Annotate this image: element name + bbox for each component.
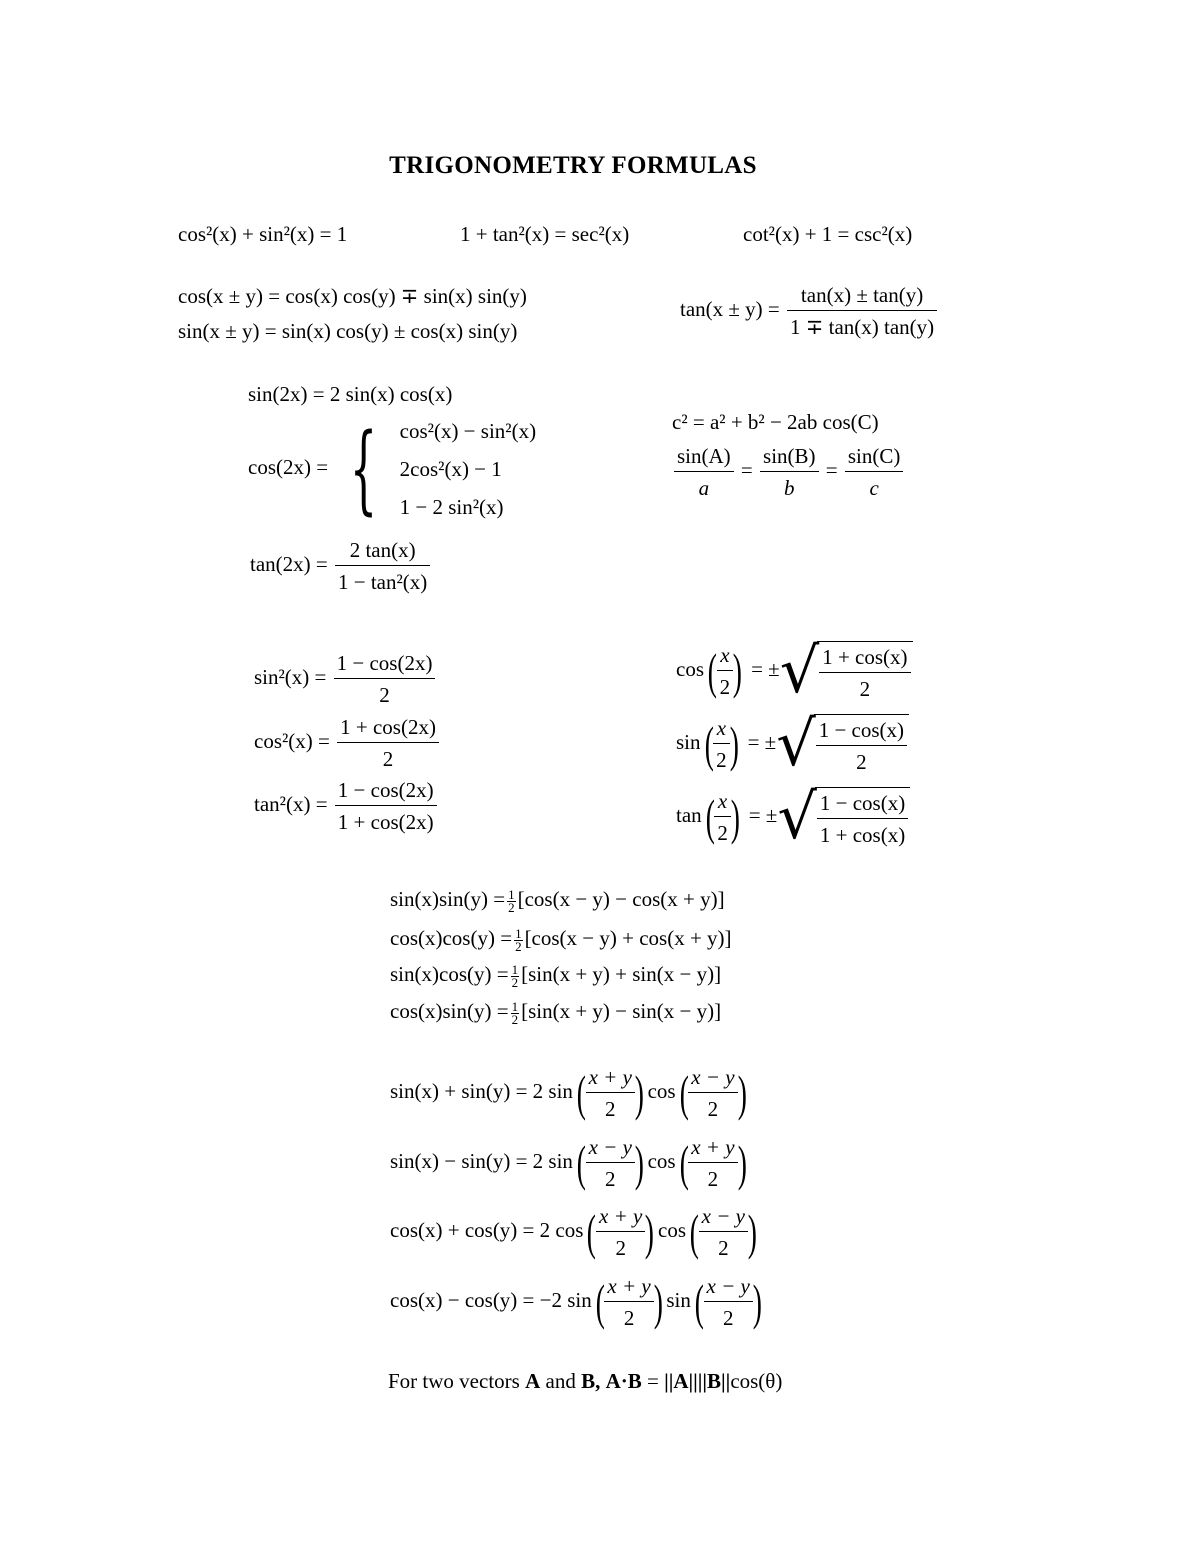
right-paren: ) xyxy=(732,643,743,699)
norm-a: ||A|| xyxy=(664,1369,698,1393)
function-name: cos xyxy=(647,1148,676,1173)
tan-double-numerator: 2 tan(x) xyxy=(335,537,430,566)
left-paren: ( xyxy=(576,1065,586,1121)
fraction-denominator: 1 + cos(x) xyxy=(819,822,906,847)
fraction-numerator: 1 − cos(2x) xyxy=(334,650,436,679)
product-lhs: cos(x)cos(y) = xyxy=(390,926,513,950)
fraction-denominator: 2 xyxy=(605,1167,616,1191)
fraction-denominator: 2 xyxy=(859,676,871,701)
argument-fraction xyxy=(586,1134,635,1192)
sine-ratio-a xyxy=(674,443,734,501)
equals-sign: = xyxy=(647,1369,659,1393)
equals-sign: = xyxy=(825,457,838,482)
left-paren: ( xyxy=(587,1204,597,1260)
sine-ratio-den: c xyxy=(869,476,879,500)
left-paren: ( xyxy=(704,716,714,772)
function-name: cos xyxy=(676,656,704,681)
fraction-denominator: 2 xyxy=(707,1097,719,1121)
sum-product-lhs: cos(x) − cos(y) = −2 sin xyxy=(390,1287,592,1312)
left-paren: ( xyxy=(689,1204,699,1260)
fraction-denominator: 2 xyxy=(615,1236,626,1260)
formula-sum-product-2 xyxy=(390,1134,750,1192)
half-angle-fraction xyxy=(714,788,731,846)
argument-fraction xyxy=(688,1134,737,1192)
radicand-fraction xyxy=(816,717,907,775)
function-name: cos xyxy=(647,1078,676,1103)
fraction-numerator: x + y xyxy=(596,1203,645,1232)
left-paren: ( xyxy=(679,1135,689,1191)
formula-tan-sum xyxy=(680,282,939,340)
one-half xyxy=(514,925,523,954)
formula-product-1 xyxy=(390,886,725,914)
page-title: TRIGONOMETRY FORMULAS xyxy=(389,152,757,179)
fraction-denominator: 2 xyxy=(716,748,727,772)
fraction-denominator: 2 xyxy=(605,1097,616,1121)
fraction-numerator: 1 xyxy=(511,998,519,1014)
argument-fraction xyxy=(604,1273,653,1331)
formula-sin-sum: sin(x ± y) = sin(x) cos(y) ± cos(x) sin(y) xyxy=(178,319,518,343)
sum-product-lhs: sin(x) + sin(y) = 2 sin xyxy=(390,1078,573,1103)
formula-cos-sum: cos(x ± y) = cos(x) cos(y) ∓ sin(x) sin(y) xyxy=(178,284,527,308)
formula-product-2 xyxy=(390,925,732,953)
fraction-denominator: 2 xyxy=(718,1236,729,1260)
formula-sin-double: sin(2x) = 2 sin(x) cos(x) xyxy=(248,382,453,406)
tan-squared-lhs: tan²(x) = xyxy=(254,791,328,816)
square-root xyxy=(779,634,913,707)
square-root xyxy=(777,780,910,853)
product-lhs: cos(x)sin(y) = xyxy=(390,999,509,1023)
plus-minus: = ± xyxy=(748,802,778,827)
radicand-fraction xyxy=(817,790,908,848)
right-paren: ) xyxy=(752,1274,762,1330)
right-paren: ) xyxy=(634,1135,644,1191)
sin-squared-fraction xyxy=(334,650,436,708)
formula-product-4 xyxy=(390,998,721,1026)
fraction-numerator: 1 + cos(2x) xyxy=(337,714,439,743)
formula-cos-half xyxy=(676,634,913,707)
sine-ratio-num: sin(B) xyxy=(760,443,819,472)
right-paren: ) xyxy=(730,789,740,845)
fraction-denominator: 2 xyxy=(382,747,394,771)
tan-double-denominator: 1 − tan²(x) xyxy=(338,570,428,594)
cos-squared-lhs: cos²(x) = xyxy=(254,728,330,753)
fraction-denominator: 2 xyxy=(719,675,731,699)
left-brace: { xyxy=(350,413,378,525)
formula-sin-half xyxy=(676,707,909,780)
fraction-numerator: x − y xyxy=(699,1203,748,1232)
cos-double-cases xyxy=(400,412,536,526)
right-paren: ) xyxy=(645,1204,655,1260)
cos-theta: cos(θ) xyxy=(730,1369,783,1393)
argument-fraction xyxy=(699,1203,748,1261)
left-paren: ( xyxy=(707,643,717,699)
fraction-denominator: 2 xyxy=(856,749,867,774)
sine-ratio-den: a xyxy=(698,476,710,500)
identity-pythag-1: cos²(x) + sin²(x) = 1 xyxy=(178,222,348,246)
norm-b: ||B|| xyxy=(697,1369,731,1393)
right-paren: ) xyxy=(729,716,739,772)
vector-a: A xyxy=(525,1369,541,1393)
fraction-numerator: 1 − cos(x) xyxy=(817,790,908,819)
formula-tan-double xyxy=(250,537,432,595)
plus-minus: = ± xyxy=(747,729,777,754)
formula-sum-product-3 xyxy=(390,1203,761,1261)
fraction-denominator: 2 xyxy=(722,1306,734,1330)
fraction-denominator: 2 xyxy=(717,821,728,845)
formula-tan-half xyxy=(676,780,910,853)
half-angle-fraction xyxy=(713,715,730,773)
fraction-numerator: x + y xyxy=(604,1273,653,1302)
left-paren: ( xyxy=(576,1135,586,1191)
sine-ratio-b xyxy=(760,443,819,501)
cos-squared-fraction xyxy=(337,714,439,772)
left-paren: ( xyxy=(705,789,715,845)
vector-text: and xyxy=(545,1369,576,1393)
radicand xyxy=(817,641,912,702)
fraction-numerator: 1 xyxy=(508,886,515,902)
function-name: tan xyxy=(676,802,702,827)
right-paren: ) xyxy=(747,1204,757,1260)
sum-product-lhs: sin(x) − sin(y) = 2 sin xyxy=(390,1148,573,1173)
radical-icon: √ xyxy=(776,707,816,780)
fraction-numerator: x xyxy=(714,788,731,817)
formula-cos-squared xyxy=(254,714,441,772)
sine-ratio-num: sin(A) xyxy=(674,443,734,472)
fraction-numerator: x + y xyxy=(586,1064,635,1093)
law-of-cosines: c² = a² + b² − 2ab cos(C) xyxy=(672,410,879,434)
function-name: sin xyxy=(676,729,701,754)
left-paren: ( xyxy=(595,1274,605,1330)
right-paren: ) xyxy=(737,1065,747,1121)
one-half xyxy=(511,998,520,1027)
left-paren: ( xyxy=(679,1065,689,1121)
fraction-denominator: 1 + cos(2x) xyxy=(337,810,434,834)
identity-pythag-2: 1 + tan²(x) = sec²(x) xyxy=(460,222,630,246)
fraction-denominator: 2 xyxy=(623,1306,635,1330)
case-item: cos²(x) − sin²(x) xyxy=(399,419,537,443)
product-lhs: sin(x)sin(y) = xyxy=(390,887,506,911)
formula-cos-double xyxy=(248,412,536,526)
sine-ratio-c xyxy=(845,443,904,501)
radical-icon: √ xyxy=(777,780,817,853)
sin-squared-lhs: sin²(x) = xyxy=(254,664,327,689)
formula-sum-product-4 xyxy=(390,1273,766,1331)
fraction-numerator: 1 − cos(2x) xyxy=(335,777,437,806)
formula-tan-squared xyxy=(254,777,439,835)
plus-minus: = ± xyxy=(751,656,780,681)
radicand xyxy=(814,714,909,775)
tan-sum-fraction xyxy=(787,282,937,340)
right-paren: ) xyxy=(634,1065,644,1121)
sum-product-lhs: cos(x) + cos(y) = 2 cos xyxy=(390,1217,584,1242)
vector-text: For two vectors xyxy=(388,1369,520,1393)
argument-fraction xyxy=(586,1064,635,1122)
product-rhs: [cos(x − y) + cos(x + y)] xyxy=(524,926,732,950)
fraction-denominator: 2 xyxy=(379,683,390,707)
product-rhs: [sin(x + y) + sin(x − y)] xyxy=(521,962,722,986)
argument-fraction xyxy=(596,1203,645,1261)
argument-fraction xyxy=(704,1273,753,1331)
tan-sum-numerator: tan(x) ± tan(y) xyxy=(787,282,937,311)
fraction-denominator: 2 xyxy=(508,899,515,915)
function-name: sin xyxy=(666,1287,691,1312)
fraction-numerator: x − y xyxy=(704,1273,753,1302)
fraction-denominator: 2 xyxy=(707,1167,719,1191)
tan-squared-fraction xyxy=(335,777,437,835)
half-angle-fraction xyxy=(717,642,734,700)
left-paren: ( xyxy=(694,1274,704,1330)
fraction-numerator: x xyxy=(713,715,730,744)
radicand xyxy=(815,787,910,848)
tan-double-lhs: tan(2x) = xyxy=(250,551,328,576)
fraction-numerator: x − y xyxy=(586,1134,635,1163)
fraction-numerator: 1 + cos(x) xyxy=(819,644,910,673)
fraction-denominator: 2 xyxy=(511,974,519,990)
case-item: 2cos²(x) − 1 xyxy=(399,457,502,481)
fraction-numerator: x − y xyxy=(688,1064,737,1093)
sine-ratio-den: b xyxy=(784,476,795,500)
one-half xyxy=(511,961,520,990)
tan-sum-lhs: tan(x ± y) = xyxy=(680,296,780,321)
product-lhs: sin(x)cos(y) = xyxy=(390,962,509,986)
vector-b: B, xyxy=(581,1369,601,1393)
fraction-numerator: 1 xyxy=(511,961,519,977)
one-half xyxy=(507,886,516,915)
square-root xyxy=(776,707,909,780)
sine-ratio-num: sin(C) xyxy=(845,443,904,472)
right-paren: ) xyxy=(653,1274,663,1330)
identity-pythag-3: cot²(x) + 1 = csc²(x) xyxy=(743,222,913,246)
formula-sin-squared xyxy=(254,650,437,708)
law-of-sines xyxy=(672,443,905,501)
case-item: 1 − 2 sin²(x) xyxy=(399,495,504,519)
tan-double-fraction xyxy=(335,537,430,595)
cos-double-lhs: cos(2x) = xyxy=(248,454,329,479)
formula-product-3 xyxy=(390,961,721,989)
function-name: cos xyxy=(658,1217,687,1242)
fraction-numerator: x + y xyxy=(688,1134,737,1163)
fraction-denominator: 2 xyxy=(515,938,522,954)
fraction-numerator: 1 xyxy=(515,925,522,941)
vector-dot-product xyxy=(388,1368,782,1394)
formula-sum-product-1 xyxy=(390,1064,750,1122)
right-paren: ) xyxy=(737,1135,747,1191)
equals-sign: = xyxy=(740,457,753,482)
argument-fraction xyxy=(688,1064,737,1122)
fraction-numerator: 1 − cos(x) xyxy=(816,717,907,746)
radicand-fraction xyxy=(819,644,910,702)
fraction-numerator: x xyxy=(717,642,734,671)
radical-icon: √ xyxy=(779,634,820,707)
tan-sum-denominator: 1 ∓ tan(x) tan(y) xyxy=(790,315,935,339)
product-rhs: [cos(x − y) − cos(x + y)] xyxy=(517,887,725,911)
dot-product: A·B xyxy=(605,1369,642,1393)
product-rhs: [sin(x + y) − sin(x − y)] xyxy=(521,999,722,1023)
fraction-denominator: 2 xyxy=(511,1011,519,1027)
